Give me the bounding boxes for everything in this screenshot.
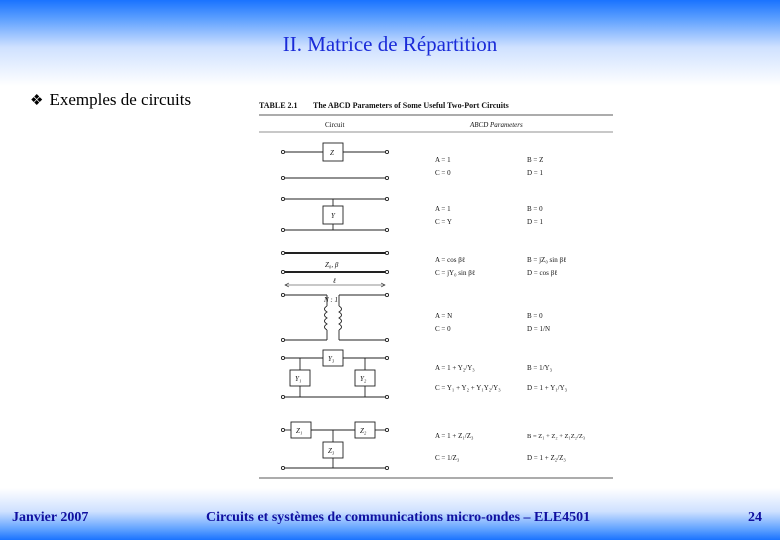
diamond-bullet-icon: ❖ bbox=[30, 92, 44, 109]
circuit-shunt-admittance bbox=[281, 197, 388, 231]
circuit-label: ℓ bbox=[333, 277, 336, 285]
circuit-label: Z₁ bbox=[296, 427, 303, 435]
param-a: A = N bbox=[435, 312, 453, 320]
abcd-parameters-table bbox=[255, 96, 617, 482]
circuit-label: Z₀, β bbox=[325, 261, 339, 269]
param-a: A = 1 + Y₂/Y₃ bbox=[435, 364, 475, 372]
param-a: A = 1 bbox=[435, 156, 451, 164]
circuit-label: Y bbox=[331, 212, 335, 220]
footer-course: Circuits et systèmes de communications micro-ondes – ELE4501 bbox=[206, 510, 591, 525]
param-b: B = jZ₀ sin βℓ bbox=[527, 256, 567, 264]
circuit-label: Z₂ bbox=[360, 427, 367, 435]
bullet-item bbox=[30, 90, 191, 110]
param-b: B = Z₁ + Z₂ + Z₁Z₂/Z₃ bbox=[527, 433, 586, 440]
param-a: A = 1 + Z₁/Z₃ bbox=[435, 432, 474, 440]
circuit-label: Z bbox=[330, 149, 334, 157]
param-c: C = 0 bbox=[435, 325, 451, 333]
param-d: D = 1 + Z₂/Z₃ bbox=[527, 454, 566, 462]
circuit-label: Y₃ bbox=[328, 355, 335, 363]
param-b: B = 1/Y₃ bbox=[527, 364, 553, 372]
param-a: A = 1 bbox=[435, 205, 451, 213]
param-d: D = cos βℓ bbox=[527, 269, 558, 277]
param-c: C = Y₁ + Y₂ + Y₁Y₂/Y₃ bbox=[435, 384, 501, 392]
param-c: C = 1/Z₃ bbox=[435, 454, 460, 462]
param-b: B = Z bbox=[527, 156, 544, 164]
param-a: A = cos βℓ bbox=[435, 256, 466, 264]
param-d: D = 1 bbox=[527, 169, 544, 177]
slide-title: II. Matrice de Répartition bbox=[282, 32, 498, 56]
param-d: D = 1 + Y₁/Y₃ bbox=[527, 384, 568, 392]
param-b: B = 0 bbox=[527, 312, 543, 320]
param-d: D = 1/N bbox=[527, 325, 551, 333]
footer-date: Janvier 2007 bbox=[12, 510, 89, 525]
param-d: D = 1 bbox=[527, 218, 544, 226]
param-c: C = jY₀ sin βℓ bbox=[435, 269, 476, 277]
bullet-text: Exemples de circuits bbox=[49, 90, 192, 109]
param-c: C = Y bbox=[435, 218, 452, 226]
table-caption-label: TABLE 2.1 bbox=[259, 101, 298, 110]
table-caption-text: The ABCD Parameters of Some Useful Two-Port Circuits bbox=[313, 101, 509, 110]
circuit-label: Z₃ bbox=[328, 447, 335, 455]
circuit-label: Y₂ bbox=[360, 375, 367, 383]
param-b: B = 0 bbox=[527, 205, 543, 213]
circuit-label: Y₁ bbox=[295, 375, 302, 383]
footer-page-number: 24 bbox=[748, 510, 762, 525]
circuit-label: N : 1 bbox=[324, 296, 338, 304]
column-header-params: ABCD Parameters bbox=[470, 121, 523, 129]
circuit-series-impedance bbox=[281, 143, 388, 180]
column-header-circuit: Circuit bbox=[325, 121, 345, 129]
param-c: C = 0 bbox=[435, 169, 451, 177]
